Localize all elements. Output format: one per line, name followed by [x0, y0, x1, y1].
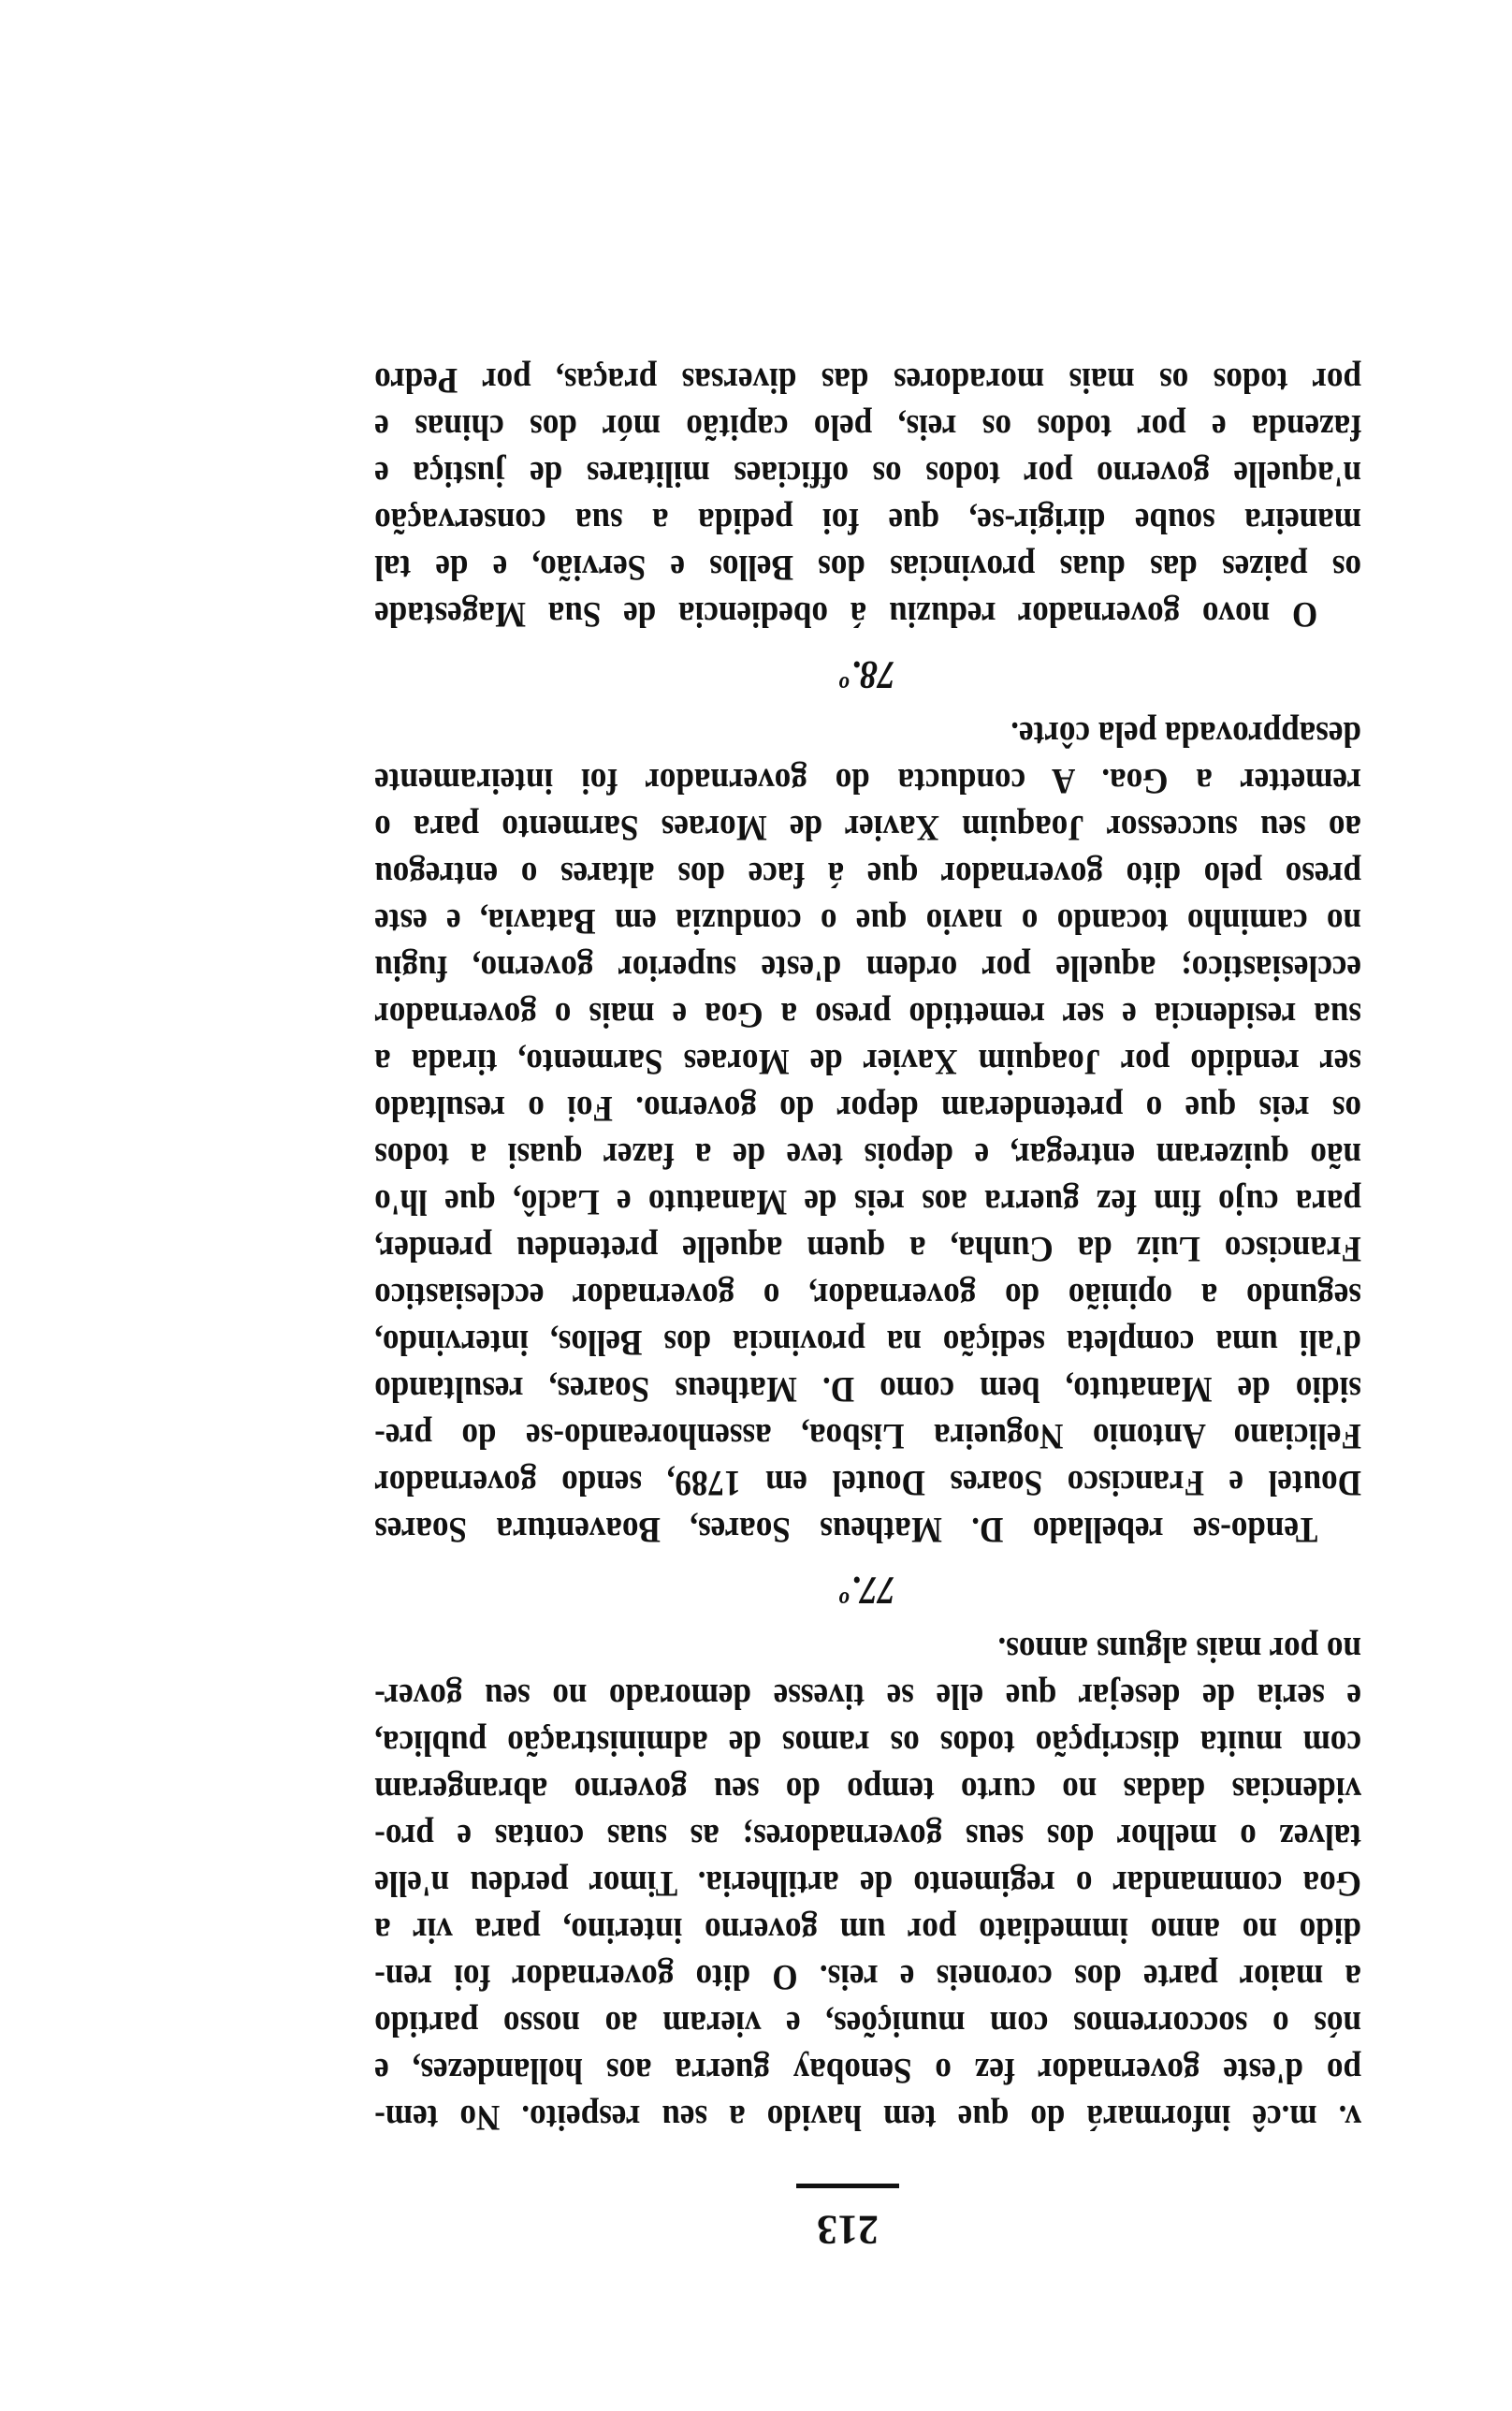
- text-line: e seria de desejar que elle se tivesse demorado no seu gover-: [374, 1676, 1361, 1717]
- text-line: os paizes das duas provincias dos Bellos e Servião, e de tal: [374, 548, 1361, 588]
- text-line: para cujo fim fez guerra aos reis de Manatuto e Laclô, que lh'o: [374, 1182, 1361, 1222]
- text-line: os reis que o pretenderam depor do governo. Foi o resultado: [374, 1089, 1361, 1129]
- text-line: maneira soube dirigir-se, que foi pedida a sua conservação: [374, 501, 1361, 541]
- text-line: não quizeram entregar, e depois teve de a fazer quasi a todos: [374, 1135, 1361, 1176]
- text-line: ecclesiastico; aquelle por ordem d'este superior governo, fugiu: [374, 948, 1361, 988]
- page-number: 213: [817, 2207, 879, 2253]
- text-line: ser rendido por Joaquim Xavier de Moraes Sarmento, tirada a: [374, 1042, 1361, 1082]
- text-line: Tendo-se rebellado D. Matheus Soares, Boaventura Soares: [374, 1510, 1318, 1550]
- text-line: Goa commandar o regimento de artilheria. Timor perdeu n'elle: [374, 1863, 1361, 1904]
- text-line: remetter a Goa. A conducta do governador foi inteiramente: [374, 761, 1361, 801]
- text-line: Feliciano Antonio Nogueira Lisboa, assenhoreando-se do pre-: [374, 1416, 1361, 1456]
- text-line: no caminho tocando o navio que o conduzia em Batavia, e este: [374, 901, 1361, 942]
- text-line: ao seu successor Joaquim Xavier de Moraes Sarmento para o: [374, 808, 1361, 848]
- text-line: Francisco Luiz da Cunha, a quem aquelle pretendeu prender,: [374, 1229, 1361, 1269]
- section-heading: 77.º: [840, 1568, 895, 1611]
- header-rule: [796, 2184, 899, 2188]
- text-line: fazenda e por todos os reis, pelo capitão mór dos chinas e: [374, 407, 1361, 447]
- text-line: O novo governador reduziu á obediencia de Sua Magestade: [374, 594, 1318, 635]
- text-line: com muita discripção todos os ramos de administração publica,: [374, 1723, 1361, 1763]
- text-line: nós o soccorremos com munições, e vieram ao nosso partido: [374, 2004, 1361, 2044]
- text-line: Doutel e Francisco Soares Doutel em 1789, sendo governador: [374, 1463, 1361, 1503]
- text-line: dido no anno immediato por um governo interino, para vir a: [374, 1910, 1361, 1951]
- body-text: [374, 357, 1361, 2141]
- text-line: no por mais alguns annos.: [997, 1629, 1361, 1670]
- text-line: d'ali uma completa sedição na provincia dos Bellos, intervindo,: [374, 1322, 1361, 1363]
- text-line: po d'este governador fez o Senobay guerra aos hollandezes, e: [374, 2051, 1361, 2091]
- text-line: sua residencia e ser remettido preso a Goa e mais o governador: [374, 995, 1361, 1035]
- text-line: preso pelo dito governador que á face dos altares o entregou: [374, 855, 1361, 895]
- text-line: v. m.cê informará do que tem havido a seu respeito. No tem-: [374, 2097, 1361, 2138]
- text-line: talvez o melhor dos seus governadores; as suas contas e pro-: [374, 1817, 1361, 1857]
- text-line: a maior parte dos coroneis e reis. O dito governador foi ren-: [374, 1957, 1361, 1997]
- text-line: sidio de Manatuto, bem como D. Matheus Soares, resultando: [374, 1369, 1361, 1410]
- text-line: videncias dadas no curto tempo do seu governo abrangeram: [374, 1770, 1361, 1810]
- text-line: n'aquelle governo por todos os officiaes militares de justiça e: [374, 454, 1361, 494]
- text-line: por todos os mais moradores das diversas praças, por Pedro: [374, 360, 1361, 401]
- text-line: segundo a opinião do governador, o governador ecclesiastico: [374, 1276, 1361, 1316]
- text-line: desapprovada pela côrte.: [1010, 714, 1361, 754]
- section-heading: 78.º: [840, 652, 895, 695]
